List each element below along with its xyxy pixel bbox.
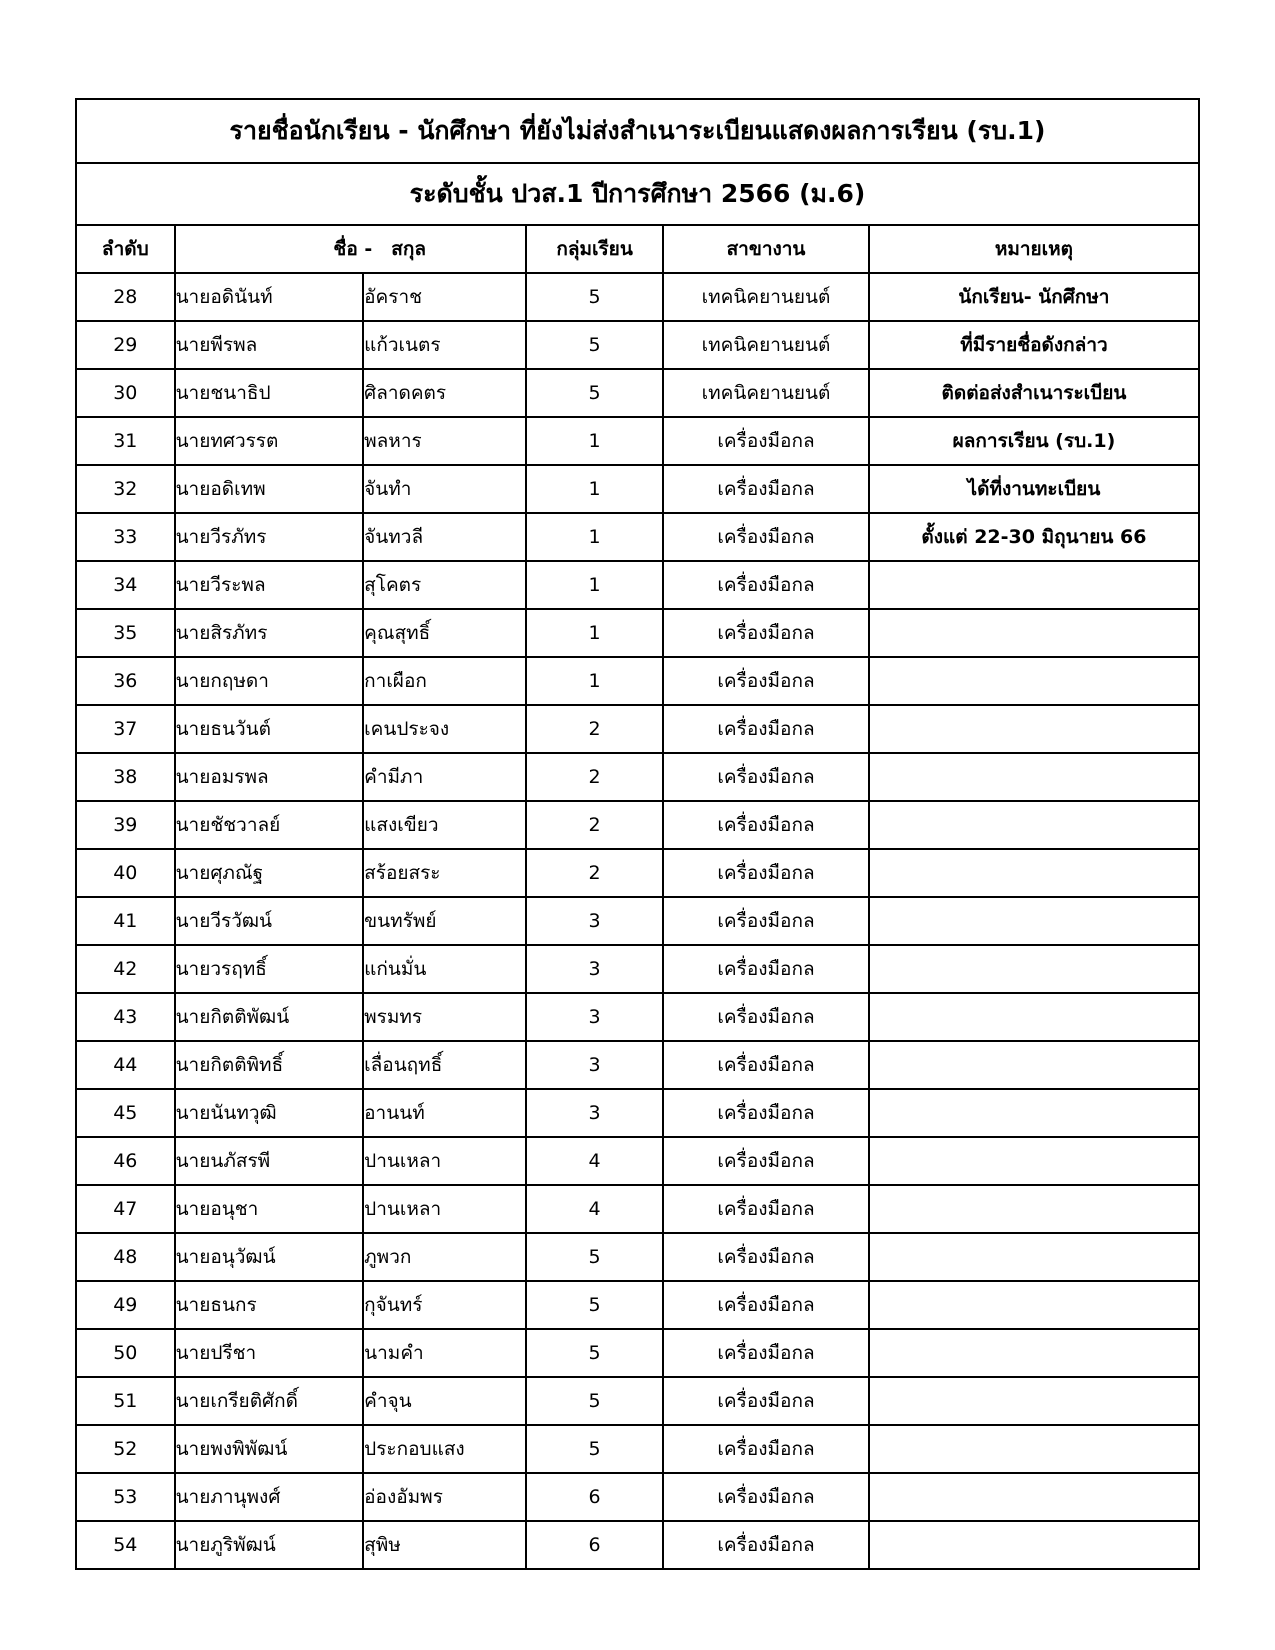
table-row (76, 1089, 1199, 1137)
cell-note (869, 945, 1199, 993)
cell-note: ที่มีรายชื่อดังกล่าว (869, 321, 1199, 369)
cell-group: 6 (526, 1473, 663, 1521)
table-row (76, 1521, 1199, 1569)
table-row (76, 849, 1199, 897)
column-header-no: ลำดับ (76, 225, 175, 273)
cell-no: 46 (76, 1137, 175, 1185)
cell-note (869, 1137, 1199, 1185)
cell-firstname: นายภูริพัฒน์ (175, 1521, 364, 1569)
subtitle-row (76, 163, 1199, 225)
cell-no: 49 (76, 1281, 175, 1329)
table-row (76, 609, 1199, 657)
cell-lastname: อัคราช (363, 273, 526, 321)
table-row (76, 561, 1199, 609)
cell-major: เครื่องมือกล (663, 1041, 869, 1089)
cell-note (869, 1281, 1199, 1329)
cell-major: เครื่องมือกล (663, 1137, 869, 1185)
cell-major: เครื่องมือกล (663, 465, 869, 513)
table-row (76, 801, 1199, 849)
cell-note (869, 1041, 1199, 1089)
table-row (76, 705, 1199, 753)
cell-note: นักเรียน- นักศึกษา (869, 273, 1199, 321)
table-row (76, 993, 1199, 1041)
cell-no: 52 (76, 1425, 175, 1473)
cell-no: 45 (76, 1089, 175, 1137)
cell-group: 2 (526, 705, 663, 753)
cell-note (869, 1329, 1199, 1377)
table-row (76, 1185, 1199, 1233)
cell-major: เครื่องมือกล (663, 801, 869, 849)
cell-lastname: กุจันทร์ (363, 1281, 526, 1329)
cell-no: 53 (76, 1473, 175, 1521)
cell-no: 47 (76, 1185, 175, 1233)
cell-no: 29 (76, 321, 175, 369)
cell-group: 5 (526, 321, 663, 369)
cell-firstname: นายสิรภัทร (175, 609, 364, 657)
cell-lastname: คำมีภา (363, 753, 526, 801)
cell-group: 1 (526, 561, 663, 609)
cell-major: เครื่องมือกล (663, 945, 869, 993)
cell-group: 1 (526, 609, 663, 657)
cell-group: 2 (526, 753, 663, 801)
cell-no: 33 (76, 513, 175, 561)
table-row (76, 321, 1199, 369)
cell-group: 5 (526, 1329, 663, 1377)
cell-group: 3 (526, 897, 663, 945)
cell-major: เครื่องมือกล (663, 753, 869, 801)
cell-firstname: นายธนกร (175, 1281, 364, 1329)
cell-note: ตั้งแต่ 22-30 มิถุนายน 66 (869, 513, 1199, 561)
cell-group: 3 (526, 1089, 663, 1137)
cell-major: เครื่องมือกล (663, 609, 869, 657)
cell-note (869, 609, 1199, 657)
cell-group: 3 (526, 945, 663, 993)
cell-firstname: นายกิตติพัฒน์ (175, 993, 364, 1041)
cell-group: 2 (526, 801, 663, 849)
cell-group: 5 (526, 1377, 663, 1425)
cell-no: 48 (76, 1233, 175, 1281)
cell-firstname: นายอมรพล (175, 753, 364, 801)
cell-lastname: แสงเขียว (363, 801, 526, 849)
table-row (76, 1041, 1199, 1089)
cell-firstname: นายภานุพงศ์ (175, 1473, 364, 1521)
cell-lastname: ขนทรัพย์ (363, 897, 526, 945)
cell-lastname: พรมทร (363, 993, 526, 1041)
cell-no: 37 (76, 705, 175, 753)
table-row (76, 1473, 1199, 1521)
cell-no: 30 (76, 369, 175, 417)
cell-lastname: กาเผือก (363, 657, 526, 705)
cell-lastname: ศิลาดคตร (363, 369, 526, 417)
cell-major: เครื่องมือกล (663, 657, 869, 705)
cell-major: เครื่องมือกล (663, 1233, 869, 1281)
cell-group: 4 (526, 1137, 663, 1185)
cell-group: 1 (526, 465, 663, 513)
table-row (76, 1425, 1199, 1473)
cell-no: 34 (76, 561, 175, 609)
cell-group: 1 (526, 417, 663, 465)
cell-no: 43 (76, 993, 175, 1041)
student-list-table (75, 98, 1200, 1570)
cell-no: 36 (76, 657, 175, 705)
cell-firstname: นายอนุชา (175, 1185, 364, 1233)
cell-major: เทคนิคยานยนต์ (663, 321, 869, 369)
cell-note (869, 1473, 1199, 1521)
table-row (76, 1329, 1199, 1377)
cell-no: 40 (76, 849, 175, 897)
cell-note (869, 1233, 1199, 1281)
cell-lastname: ประกอบแสง (363, 1425, 526, 1473)
table-row (76, 513, 1199, 561)
table-row (76, 945, 1199, 993)
cell-firstname: นายนันทวุฒิ (175, 1089, 364, 1137)
column-header-note: หมายเหตุ (869, 225, 1199, 273)
cell-major: เครื่องมือกล (663, 897, 869, 945)
cell-lastname: แก่นมั่น (363, 945, 526, 993)
cell-lastname: จันทำ (363, 465, 526, 513)
cell-group: 1 (526, 657, 663, 705)
cell-group: 2 (526, 849, 663, 897)
column-header-name (175, 225, 526, 273)
cell-firstname: นายทศวรรต (175, 417, 364, 465)
cell-no: 50 (76, 1329, 175, 1377)
table-row (76, 417, 1199, 465)
cell-firstname: นายชนาธิป (175, 369, 364, 417)
table-row (76, 273, 1199, 321)
document-subtitle: ระดับชั้น ปวส.1 ปีการศึกษา 2566 (ม.6) (76, 163, 1199, 225)
cell-lastname: ภูพวก (363, 1233, 526, 1281)
cell-note: ได้ที่งานทะเบียน (869, 465, 1199, 513)
cell-lastname: เคนประจง (363, 705, 526, 753)
cell-lastname: คุณสุทธิ์ (363, 609, 526, 657)
cell-lastname: แก้วเนตร (363, 321, 526, 369)
cell-note (869, 1185, 1199, 1233)
cell-firstname: นายเกรียติศักดิ์ (175, 1377, 364, 1425)
cell-firstname: นายกิตติพิทธิ์ (175, 1041, 364, 1089)
cell-firstname: นายวีระพล (175, 561, 364, 609)
cell-note (869, 657, 1199, 705)
cell-no: 31 (76, 417, 175, 465)
cell-no: 35 (76, 609, 175, 657)
cell-major: เทคนิคยานยนต์ (663, 273, 869, 321)
cell-major: เครื่องมือกล (663, 1185, 869, 1233)
cell-lastname: ปานเหลา (363, 1137, 526, 1185)
cell-no: 51 (76, 1377, 175, 1425)
cell-lastname: ปานเหลา (363, 1185, 526, 1233)
cell-group: 3 (526, 1041, 663, 1089)
cell-major: เครื่องมือกล (663, 993, 869, 1041)
cell-major: เครื่องมือกล (663, 1425, 869, 1473)
cell-lastname: สร้อยสระ (363, 849, 526, 897)
cell-lastname: นามคำ (363, 1329, 526, 1377)
cell-major: เครื่องมือกล (663, 417, 869, 465)
cell-firstname: นายกฤษดา (175, 657, 364, 705)
table-row (76, 1137, 1199, 1185)
cell-no: 39 (76, 801, 175, 849)
title-row (76, 99, 1199, 163)
cell-note (869, 993, 1199, 1041)
cell-major: เทคนิคยานยนต์ (663, 369, 869, 417)
cell-firstname: นายวีรภัทร (175, 513, 364, 561)
column-header-firstname: ชื่อ - (333, 238, 373, 260)
cell-no: 54 (76, 1521, 175, 1569)
cell-firstname: นายปรีชา (175, 1329, 364, 1377)
cell-major: เครื่องมือกล (663, 1281, 869, 1329)
cell-note: ผลการเรียน (รบ.1) (869, 417, 1199, 465)
cell-major: เครื่องมือกล (663, 705, 869, 753)
cell-firstname: นายศุภณัฐ (175, 849, 364, 897)
table-row (76, 1281, 1199, 1329)
cell-firstname: นายอดินันท์ (175, 273, 364, 321)
document-title: รายชื่อนักเรียน - นักศึกษา ที่ยังไม่ส่งสำเนาระเบียนแสดงผลการเรียน (รบ.1) (76, 99, 1199, 163)
cell-lastname: สุโคตร (363, 561, 526, 609)
table-row (76, 465, 1199, 513)
cell-group: 5 (526, 1425, 663, 1473)
cell-note (869, 1089, 1199, 1137)
cell-lastname: คำจุน (363, 1377, 526, 1425)
cell-note (869, 1521, 1199, 1569)
cell-group: 4 (526, 1185, 663, 1233)
cell-major: เครื่องมือกล (663, 1521, 869, 1569)
table-row (76, 657, 1199, 705)
cell-major: เครื่องมือกล (663, 1473, 869, 1521)
table-body (76, 99, 1199, 1569)
cell-lastname: พลหาร (363, 417, 526, 465)
table-row (76, 1233, 1199, 1281)
cell-firstname: นายวีรวัฒน์ (175, 897, 364, 945)
cell-no: 38 (76, 753, 175, 801)
cell-firstname: นายอดิเทพ (175, 465, 364, 513)
table-row (76, 897, 1199, 945)
cell-group: 5 (526, 1233, 663, 1281)
cell-lastname: เลื่อนฤทธิ์ (363, 1041, 526, 1089)
column-header-major: สาขางาน (663, 225, 869, 273)
table-row (76, 753, 1199, 801)
cell-lastname: จันทวลี (363, 513, 526, 561)
cell-no: 41 (76, 897, 175, 945)
cell-note (869, 1425, 1199, 1473)
table-row (76, 369, 1199, 417)
cell-firstname: นายวรฤทธิ์ (175, 945, 364, 993)
cell-major: เครื่องมือกล (663, 561, 869, 609)
cell-group: 3 (526, 993, 663, 1041)
cell-lastname: อ่องอัมพร (363, 1473, 526, 1521)
cell-major: เครื่องมือกล (663, 1089, 869, 1137)
cell-firstname: นายพีรพล (175, 321, 364, 369)
cell-group: 5 (526, 1281, 663, 1329)
cell-note (869, 1377, 1199, 1425)
cell-no: 28 (76, 273, 175, 321)
cell-lastname: สุพิษ (363, 1521, 526, 1569)
cell-lastname: อานนท์ (363, 1089, 526, 1137)
cell-note (869, 705, 1199, 753)
cell-firstname: นายนภัสรพี (175, 1137, 364, 1185)
cell-no: 32 (76, 465, 175, 513)
cell-no: 44 (76, 1041, 175, 1089)
column-header-lastname: สกุล (391, 238, 426, 260)
cell-major: เครื่องมือกล (663, 849, 869, 897)
cell-firstname: นายชัชวาลย์ (175, 801, 364, 849)
cell-group: 6 (526, 1521, 663, 1569)
cell-note (869, 561, 1199, 609)
cell-note (869, 753, 1199, 801)
table-header-row (76, 225, 1199, 273)
cell-firstname: นายอนุวัฒน์ (175, 1233, 364, 1281)
column-header-group: กลุ่มเรียน (526, 225, 663, 273)
cell-note (869, 897, 1199, 945)
cell-no: 42 (76, 945, 175, 993)
cell-note: ติดต่อส่งสำเนาระเบียน (869, 369, 1199, 417)
cell-major: เครื่องมือกล (663, 1329, 869, 1377)
cell-group: 5 (526, 273, 663, 321)
cell-firstname: นายธนวันต์ (175, 705, 364, 753)
cell-note (869, 801, 1199, 849)
cell-firstname: นายพงพิพัฒน์ (175, 1425, 364, 1473)
cell-group: 1 (526, 513, 663, 561)
cell-group: 5 (526, 369, 663, 417)
table-row (76, 1377, 1199, 1425)
cell-note (869, 849, 1199, 897)
cell-major: เครื่องมือกล (663, 1377, 869, 1425)
cell-major: เครื่องมือกล (663, 513, 869, 561)
